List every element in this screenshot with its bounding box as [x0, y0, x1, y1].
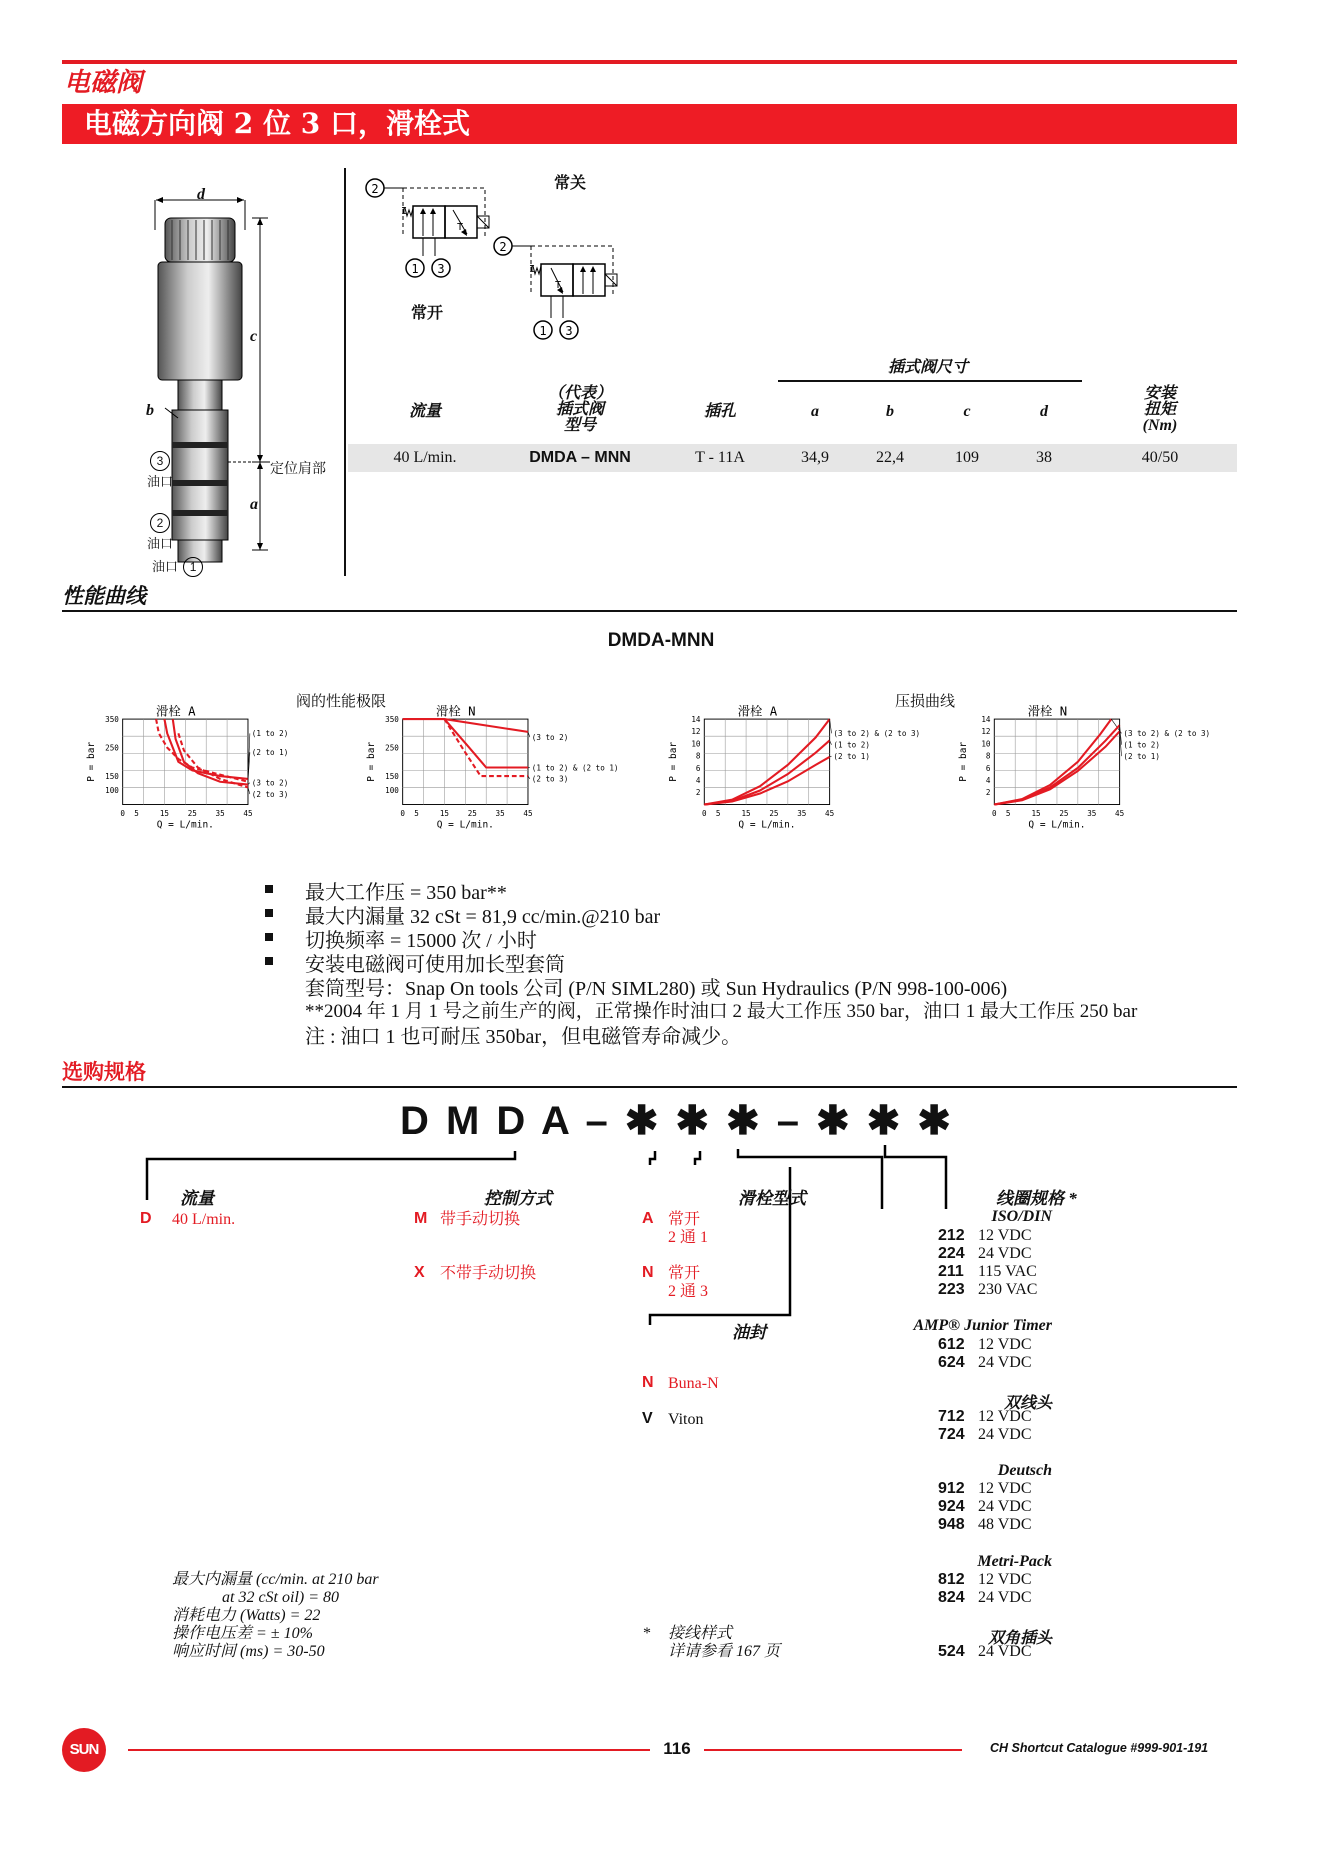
port1-circle: 1 [183, 557, 203, 577]
limits-group-label: 阀的性能极限 [296, 692, 387, 710]
sym2-port3: 3 [565, 324, 573, 338]
category-title: 电磁阀 [64, 68, 143, 98]
performance-model: DMDA-MNN [607, 630, 715, 651]
seal-label-v: Viton [668, 1411, 704, 1428]
coil-row [938, 1336, 1032, 1354]
svg-text:I: I [401, 206, 408, 217]
spool-a-l1: 常开 [668, 1211, 701, 1228]
conn-note-l1: 接线样式 [668, 1625, 733, 1642]
dim-a-label: a [250, 496, 258, 513]
cell-d: 38 [1036, 449, 1052, 466]
coil-code: 712 [938, 1408, 965, 1425]
y-tick-label: 250 [105, 743, 119, 753]
spool-a-l2: 2 通 1 [668, 1229, 709, 1246]
x-tick-label: 25 [1059, 808, 1069, 818]
coil-header: 线圈规格 * [996, 1189, 1077, 1208]
y-tick-label: 250 [385, 743, 399, 753]
chart-title: 滑栓 A [156, 704, 196, 719]
cell-model: DMDA – MNN [529, 449, 631, 466]
flow-header: 流量 [180, 1189, 214, 1208]
x-tick-label: 5 [414, 808, 419, 818]
flow-value: 40 L/min. [172, 1211, 236, 1228]
spool-n-l2: 2 通 3 [668, 1283, 709, 1300]
header-torque-l2: 扭矩 [1143, 401, 1176, 418]
dim-b-label: b [146, 402, 154, 419]
control-code-m: M [414, 1210, 428, 1227]
y-tick-label: 2 [695, 788, 701, 798]
y-tick-label: 12 [981, 727, 991, 737]
footer-rule-left [128, 1749, 650, 1751]
header-model [520, 386, 640, 434]
spec-note: 操作电压差 = ± 10% [172, 1625, 313, 1642]
chart-3 [640, 702, 930, 852]
series-label: (1 to 2) [1123, 740, 1160, 750]
sun-logo: SUN [62, 1728, 106, 1772]
footer-rule-right [704, 1749, 962, 1751]
chart-4 [930, 702, 1220, 852]
symbol-normally-open [493, 234, 633, 349]
port3-circle: 3 [150, 451, 170, 471]
coil-voltage: 12 VDC [978, 1227, 1032, 1244]
y-tick-label: 6 [695, 763, 701, 773]
y-tick-label: 4 [695, 775, 701, 785]
performance-section-title: 性能曲线 [62, 583, 146, 608]
control-header: 控制方式 [484, 1189, 552, 1208]
normally-closed-label: 常关 [554, 175, 587, 192]
chart-3-svg [640, 702, 930, 852]
dim-c-label: c [250, 328, 258, 345]
series-label: (2 to 3) [531, 774, 569, 784]
top-rule [62, 60, 1237, 64]
header-flow: 流量 [408, 403, 441, 420]
x-axis-label: Q = L/min. [738, 819, 796, 831]
coil-group-twowire: 双线头 [1003, 1395, 1052, 1412]
seal-code-n: N [642, 1374, 654, 1391]
cell-c: 109 [955, 449, 979, 466]
cell-b: 22,4 [876, 449, 904, 466]
coil-row [938, 1227, 1032, 1245]
chart-2-svg [350, 702, 630, 852]
seal-code-v: V [642, 1410, 653, 1427]
ordering-rule [62, 1086, 1237, 1088]
coil-row [938, 1426, 1032, 1444]
y-tick-label: 8 [695, 751, 701, 761]
y-tick-label: 150 [105, 771, 119, 781]
series-label: (1 to 2) [251, 729, 289, 739]
spec-note: 响应时间 (ms) = 30-50 [172, 1643, 325, 1660]
sym1-port3: 3 [437, 262, 445, 276]
sym1-port1: 1 [411, 262, 419, 276]
x-tick-label: 25 [769, 808, 779, 818]
chart-4-svg [930, 702, 1220, 852]
series-label: (3 to 2) & (2 to 3) [1123, 729, 1211, 739]
x-tick-label: 25 [187, 808, 197, 818]
coil-row [938, 1516, 1032, 1534]
bullet-text: 最大工作压 = 350 bar** [305, 882, 507, 904]
coil-row [938, 1643, 1032, 1661]
series-label: (2 to 1) [1123, 751, 1160, 761]
coil-voltage: 24 VDC [978, 1354, 1032, 1371]
header-torque-l3: (Nm) [1142, 417, 1178, 434]
flow-code: D [140, 1210, 152, 1227]
chart-title: 滑栓 N [436, 704, 476, 719]
chart-title: 滑栓 N [1027, 704, 1068, 719]
sym1-port2: 2 [371, 182, 379, 196]
coil-voltage: 24 VDC [978, 1245, 1032, 1262]
coil-group-amp: AMP® Junior Timer [913, 1317, 1052, 1334]
coil-code: 612 [938, 1336, 965, 1353]
port3-label: 油口 [146, 475, 173, 490]
y-axis-label: P = bar [957, 741, 969, 782]
pressure-drop-group-label: 压损曲线 [895, 692, 956, 710]
coil-voltage: 24 VDC [978, 1426, 1032, 1443]
series-label: (3 to 2) [251, 778, 289, 788]
chart-1-svg [70, 702, 350, 852]
seal-header: 油封 [732, 1323, 766, 1342]
x-tick-label: 0 [400, 808, 405, 818]
normally-open-label: 常开 [411, 305, 444, 322]
coil-voltage: 12 VDC [978, 1571, 1032, 1588]
coil-group-metripack: Metri-Pack [977, 1553, 1052, 1570]
coil-row [938, 1263, 1037, 1281]
x-tick-label: 35 [215, 808, 225, 818]
y-tick-label: 350 [105, 714, 119, 724]
coil-code: 724 [938, 1426, 965, 1443]
header-b: b [886, 403, 894, 420]
spool-code-n: N [642, 1264, 654, 1281]
series-label: (3 to 2) & (2 to 3) [833, 729, 921, 739]
x-tick-label: 15 [159, 808, 169, 818]
y-tick-label: 6 [985, 763, 991, 773]
coil-code: 924 [938, 1498, 965, 1515]
control-code-x: X [414, 1264, 425, 1281]
bullet-text: 切换频率 = 15000 次 / 小时 [305, 930, 537, 952]
header-torque [1115, 386, 1205, 434]
header-cavity: 插孔 [703, 403, 736, 420]
spool-header: 滑栓型式 [738, 1189, 806, 1208]
sym2-port1: 1 [539, 324, 547, 338]
y-axis-label: P = bar [366, 741, 378, 782]
x-axis-label: Q = L/min. [156, 819, 214, 831]
coil-code: 223 [938, 1281, 965, 1298]
y-tick-label: 2 [985, 788, 991, 798]
coil-code: 948 [938, 1516, 965, 1533]
svg-text:I: I [529, 264, 536, 275]
ordering-section-title: 选购规格 [62, 1059, 146, 1084]
x-tick-label: 35 [495, 808, 505, 818]
header-c: c [963, 403, 971, 420]
y-tick-label: 12 [691, 727, 701, 737]
coil-voltage: 24 VDC [978, 1643, 1032, 1660]
coil-group-deutsch: Deutsch [997, 1462, 1052, 1479]
coil-code: 912 [938, 1480, 965, 1497]
spool-code-a: A [642, 1210, 654, 1227]
y-tick-label: 14 [981, 714, 991, 724]
series-line [994, 719, 1111, 804]
page-title: 电磁方向阀 2 位 3 口，滑栓式 [62, 104, 1237, 144]
header-a: a [811, 403, 819, 420]
y-tick-label: 150 [385, 771, 399, 781]
y-axis-label: P = bar [667, 741, 679, 782]
y-tick-label: 4 [985, 775, 991, 785]
performance-rule [62, 610, 1237, 612]
header-model-l3: 型号 [563, 417, 596, 434]
bullet-text: 最大内漏量 32 cSt = 81,9 cc/min.@210 bar [305, 906, 661, 928]
coil-row [938, 1281, 1037, 1299]
y-tick-label: 14 [691, 714, 701, 724]
coil-row [938, 1571, 1032, 1589]
x-tick-label: 35 [797, 808, 807, 818]
y-tick-label: 100 [385, 786, 399, 796]
coil-code: 224 [938, 1245, 965, 1262]
coil-group-dualangle: 双角插头 [987, 1630, 1052, 1647]
cell-cavity: T - 11A [695, 449, 745, 466]
coil-voltage: 24 VDC [978, 1589, 1032, 1606]
x-axis-label: Q = L/min. [436, 819, 494, 831]
coil-row [938, 1408, 1032, 1426]
model-code: D M D A – ✱ ✱ ✱ – ✱ ✱ ✱ [400, 1099, 954, 1143]
cell-torque: 40/50 [1141, 449, 1179, 466]
x-tick-label: 25 [467, 808, 477, 818]
x-tick-label: 15 [439, 808, 449, 818]
port2-circle: 2 [150, 513, 170, 533]
spec-note: 最大内漏量 (cc/min. at 210 bar [172, 1571, 379, 1588]
coil-voltage: 24 VDC [978, 1498, 1032, 1515]
chart-2 [350, 702, 630, 852]
x-tick-label: 0 [992, 808, 997, 818]
x-tick-label: 0 [120, 808, 125, 818]
chart-1 [70, 702, 350, 852]
y-tick-label: 10 [981, 739, 991, 749]
header-torque-l1: 安装 [1143, 385, 1176, 402]
port1-label: 油口 [152, 560, 179, 575]
series-label: (3 to 2) [531, 732, 569, 742]
page-number: 116 [663, 1739, 691, 1758]
y-tick-label: 8 [985, 751, 991, 761]
conn-note-star: * [643, 1625, 651, 1642]
series-label: (2 to 3) [251, 789, 289, 799]
coil-code: 824 [938, 1589, 965, 1606]
bullet-text: 安装电磁阀可使用加长型套筒 [305, 954, 565, 976]
series-label: (1 to 2) & (2 to 1) [531, 763, 619, 773]
sym1-t: T [457, 222, 464, 233]
dim-d-label: d [197, 186, 205, 203]
header-model-l1: （代表） [547, 385, 612, 402]
x-tick-label: 45 [1115, 808, 1125, 818]
seal-label-n: Buna-N [668, 1375, 719, 1392]
series-label: (2 to 1) [833, 751, 870, 761]
coil-voltage: 230 VAC [978, 1281, 1038, 1298]
x-tick-label: 5 [715, 808, 721, 818]
coil-row [938, 1498, 1032, 1516]
coil-voltage: 115 VAC [978, 1263, 1037, 1280]
y-tick-label: 100 [105, 786, 119, 796]
ordering-connectors [140, 1145, 980, 1325]
coil-voltage: 48 VDC [978, 1516, 1032, 1533]
control-label-x: 不带手动切换 [440, 1265, 537, 1282]
shoulder-label: 定位肩部 [270, 462, 326, 477]
coil-row [938, 1245, 1032, 1263]
coil-code: 212 [938, 1227, 965, 1244]
port2-label: 油口 [146, 537, 173, 552]
control-label-m: 带手动切换 [440, 1211, 521, 1228]
x-tick-label: 45 [243, 808, 253, 818]
sym2-port2: 2 [499, 240, 507, 254]
chart-title: 滑栓 A [737, 704, 778, 719]
bullet-subtext: 注 : 油口 1 也可耐压 350bar，但电磁管寿命减少。 [305, 1026, 742, 1048]
cell-flow: 40 L/min. [393, 449, 457, 466]
symbol-normally-closed [365, 176, 505, 286]
coil-row [938, 1589, 1032, 1607]
group-header-rule [778, 380, 1082, 382]
coil-code: 812 [938, 1571, 965, 1588]
y-tick-label: 10 [691, 739, 701, 749]
conn-note-l2: 详请参看 167 页 [668, 1643, 781, 1660]
header-model-l2: 插式阀 [555, 401, 604, 418]
coil-row [938, 1354, 1032, 1372]
x-tick-label: 5 [134, 808, 139, 818]
coil-voltage: 12 VDC [978, 1480, 1032, 1497]
port1-callout [152, 556, 203, 577]
bullet-subtext: **2004 年 1 月 1 号之前生产的阀，正常操作时油口 2 最大工作压 350 bar，油口 1 最大工作压 250 bar [305, 1001, 1138, 1022]
x-tick-label: 45 [825, 808, 835, 818]
catalog-ref: CH Shortcut Catalogue #999-901-191 [990, 1741, 1209, 1755]
spec-note: at 32 cSt oil) = 80 [222, 1589, 340, 1606]
bullet-subtext: 套筒型号：Snap On tools 公司 (P/N SIML280) 或 Sun Hydraulics (P/N 998-100-006) [305, 978, 1008, 1000]
x-tick-label: 45 [523, 808, 533, 818]
coil-row [938, 1480, 1032, 1498]
port2-callout [140, 512, 180, 552]
header-d: d [1040, 403, 1048, 420]
series-label: (2 to 1) [251, 748, 289, 758]
vertical-divider [344, 168, 346, 576]
x-axis-label: Q = L/min. [1028, 819, 1086, 831]
x-tick-label: 35 [1087, 808, 1097, 818]
x-tick-label: 15 [1031, 808, 1041, 818]
y-axis-label: P = bar [86, 741, 98, 782]
x-tick-label: 15 [741, 808, 751, 818]
coil-code: 524 [938, 1643, 965, 1660]
spool-n-l1: 常开 [668, 1265, 701, 1282]
coil-voltage: 12 VDC [978, 1408, 1032, 1425]
port3-callout [140, 450, 180, 490]
coil-voltage: 12 VDC [978, 1336, 1032, 1353]
cell-a: 34,9 [801, 449, 829, 466]
sym2-t: T [555, 280, 562, 291]
series-label: (1 to 2) [833, 740, 870, 750]
coil-code: 211 [938, 1263, 964, 1280]
x-tick-label: 5 [1005, 808, 1011, 818]
y-tick-label: 350 [385, 714, 399, 724]
coil-group-isodin: ISO/DIN [991, 1208, 1052, 1225]
x-tick-label: 0 [702, 808, 707, 818]
table-group-header: 插式阀尺寸 [887, 359, 968, 376]
coil-code: 624 [938, 1354, 965, 1371]
spec-note: 消耗电力 (Watts) = 22 [172, 1607, 321, 1624]
